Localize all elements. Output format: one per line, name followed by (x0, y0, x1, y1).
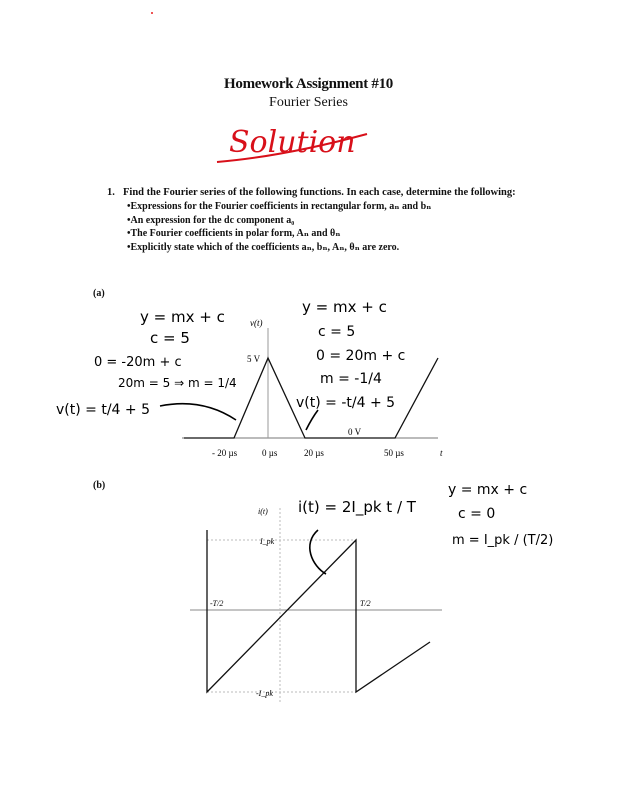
handwritten-note: c = 5 (318, 324, 356, 340)
pos-half-period-label: T/2 (360, 599, 371, 608)
problem-1 (107, 186, 527, 254)
part-a-label: (a) (93, 288, 105, 299)
solution-stamp-text: Solution (229, 125, 356, 160)
annotation-arrow (306, 410, 318, 430)
peak-label: 5 V (247, 354, 261, 364)
handwritten-note: y = mx + c (448, 482, 528, 498)
requirements-list (127, 200, 527, 254)
handwritten-note: m = I_pk / (T/2) (452, 533, 554, 548)
problem-number: 1. (107, 187, 115, 198)
annotation-arrow (160, 404, 236, 420)
handwritten-note: i(t) = 2I_pk t / T (298, 498, 416, 516)
solution-stamp (205, 118, 375, 170)
requirement-item: • The Fourier coefficients in polar form, Aₙ and θₙ (127, 227, 527, 241)
handwritten-note: c = 5 (150, 329, 190, 347)
tick-label: 0 µs (262, 448, 278, 458)
handwritten-note: 0 = 20m + c (316, 348, 406, 364)
zero-level-label: 0 V (348, 427, 362, 437)
handwritten-note: m = -1/4 (320, 371, 382, 387)
handwritten-note: 20m = 5 ⇒ m = 1/4 (118, 376, 237, 390)
requirement-item: • An expression for the dc component a₀ (127, 214, 527, 228)
requirement-item: • Explicitly state which of the coefficients aₙ, bₙ, Aₙ, θₙ are zero. (127, 241, 527, 255)
page-title: Homework Assignment #10 (224, 76, 393, 92)
y-axis-label: i(t) (258, 507, 268, 516)
pos-peak-label: I_pk (260, 537, 275, 546)
tick-label: 20 µs (304, 448, 324, 458)
handwritten-note: v(t) = -t/4 + 5 (296, 395, 396, 411)
tick-label: 50 µs (384, 448, 404, 458)
neg-half-period-label: -T/2 (210, 599, 224, 608)
handwritten-note: y = mx + c (140, 308, 225, 326)
annotation-arrow (310, 530, 326, 574)
handwritten-note: c = 0 (458, 506, 496, 522)
neg-peak-label: -I_pk (256, 689, 273, 698)
x-axis-label: t (440, 448, 443, 458)
y-axis-label: v(t) (250, 318, 263, 328)
requirement-item: • Expressions for the Fourier coefficients in rectangular form, aₙ and bₙ (127, 200, 527, 214)
handwritten-note: 0 = -20m + c (94, 355, 182, 370)
page-subtitle: Fourier Series (269, 95, 348, 110)
tick-label: - 20 µs (212, 448, 238, 458)
sawtooth-waveform (207, 530, 430, 692)
part-a-figure (0, 290, 617, 470)
stray-mark (151, 12, 153, 14)
problem-stem: Find the Fourier series of the following functions. In each case, determine the following: (123, 187, 516, 198)
part-b-label: (b) (93, 480, 106, 491)
part-b-figure (0, 470, 617, 720)
handwritten-note: y = mx + c (302, 298, 387, 316)
handwritten-note: v(t) = t/4 + 5 (56, 402, 150, 418)
